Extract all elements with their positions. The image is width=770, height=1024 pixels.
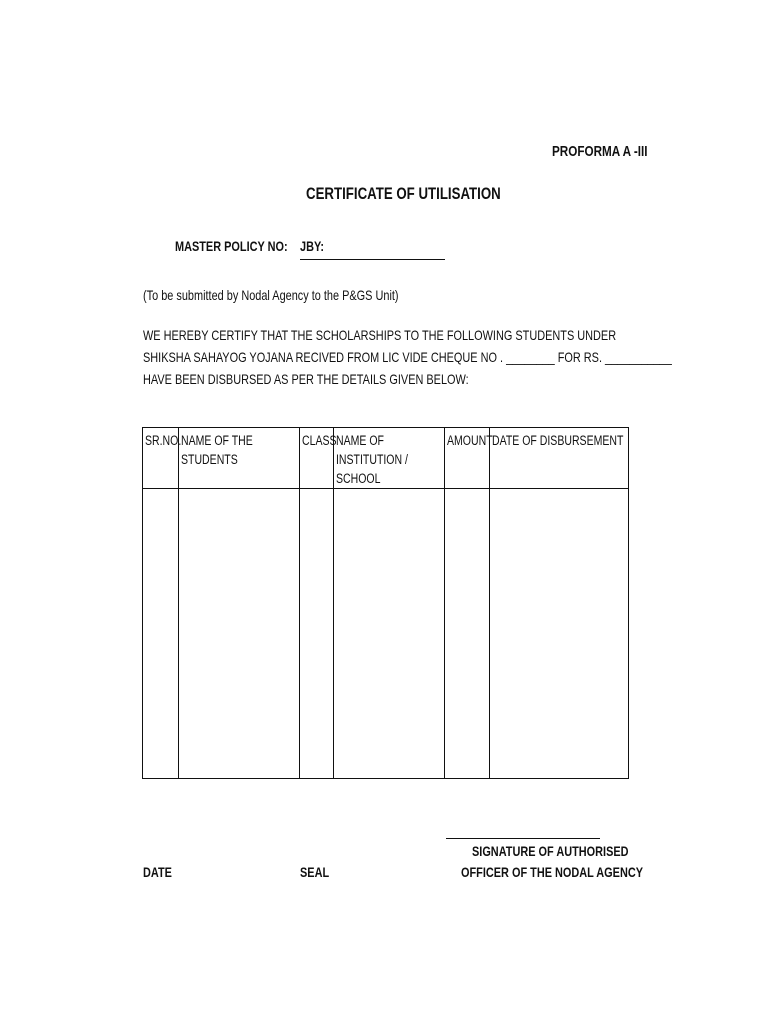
master-policy-label — [175, 238, 319, 254]
column-header-disbursement-date: DATE OF DISBURSEMENT — [490, 428, 629, 489]
column-header-amount: AMOUNT — [445, 428, 490, 489]
master-policy-label-text: MASTER POLICY NO: — [175, 238, 288, 254]
table-row — [143, 489, 629, 779]
master-policy-value — [300, 238, 331, 254]
table-header-row — [143, 428, 629, 489]
date-label-text: DATE — [143, 864, 172, 880]
certification-line-3 — [143, 371, 561, 387]
proforma-text: PROFORMA A -III — [552, 143, 648, 160]
signature-label-line-1-text: SIGNATURE OF AUTHORISED — [472, 843, 629, 859]
cell-student-name[interactable] — [179, 489, 300, 779]
document-title — [306, 184, 556, 204]
submission-note — [143, 287, 471, 303]
seal-label-text: SEAL — [300, 864, 330, 880]
cell-disbursement-date[interactable] — [490, 489, 629, 779]
certification-line-3-text: HAVE BEEN DISBURSED AS PER THE DETAILS GIVEN BELOW: — [143, 371, 469, 387]
title-text: CERTIFICATE OF UTILISATION — [306, 184, 501, 203]
certification-line-1-text: WE HEREBY CERTIFY THAT THE SCHOLARSHIPS TO THE FOLLOWING STUDENTS UNDER — [143, 327, 617, 343]
cell-institution[interactable] — [334, 489, 445, 779]
column-header-student-name: NAME OF THE STUDENTS — [179, 428, 300, 489]
date-label — [143, 864, 180, 880]
signature-label-line-1 — [472, 843, 673, 859]
column-header-sr-no: SR.NO. — [143, 428, 179, 489]
signature-label-line-2 — [461, 864, 694, 880]
signature-line — [446, 838, 600, 839]
disbursement-table — [142, 427, 629, 779]
seal-label — [300, 864, 337, 880]
master-policy-underline — [300, 259, 445, 260]
column-header-class: CLASS — [300, 428, 334, 489]
cell-class[interactable] — [300, 489, 334, 779]
certification-line-1 — [143, 327, 750, 343]
proforma-label — [552, 143, 675, 160]
cell-amount[interactable] — [445, 489, 490, 779]
column-header-institution: NAME OF INSTITUTION / SCHOOL — [334, 428, 445, 489]
master-policy-value-text: JBY: — [300, 238, 325, 254]
cell-sr-no[interactable] — [143, 489, 179, 779]
certification-line-2-text: SHIKSHA SAHAYOG YOJANA RECIVED FROM LIC VIDE CHEQUE NO . ________ FOR RS. ___________ — [143, 349, 672, 365]
submission-note-text: (To be submitted by Nodal Agency to the P&GS Unit) — [143, 287, 399, 303]
signature-label-line-2-text: OFFICER OF THE NODAL AGENCY — [461, 864, 644, 880]
certification-line-2 — [143, 349, 770, 365]
